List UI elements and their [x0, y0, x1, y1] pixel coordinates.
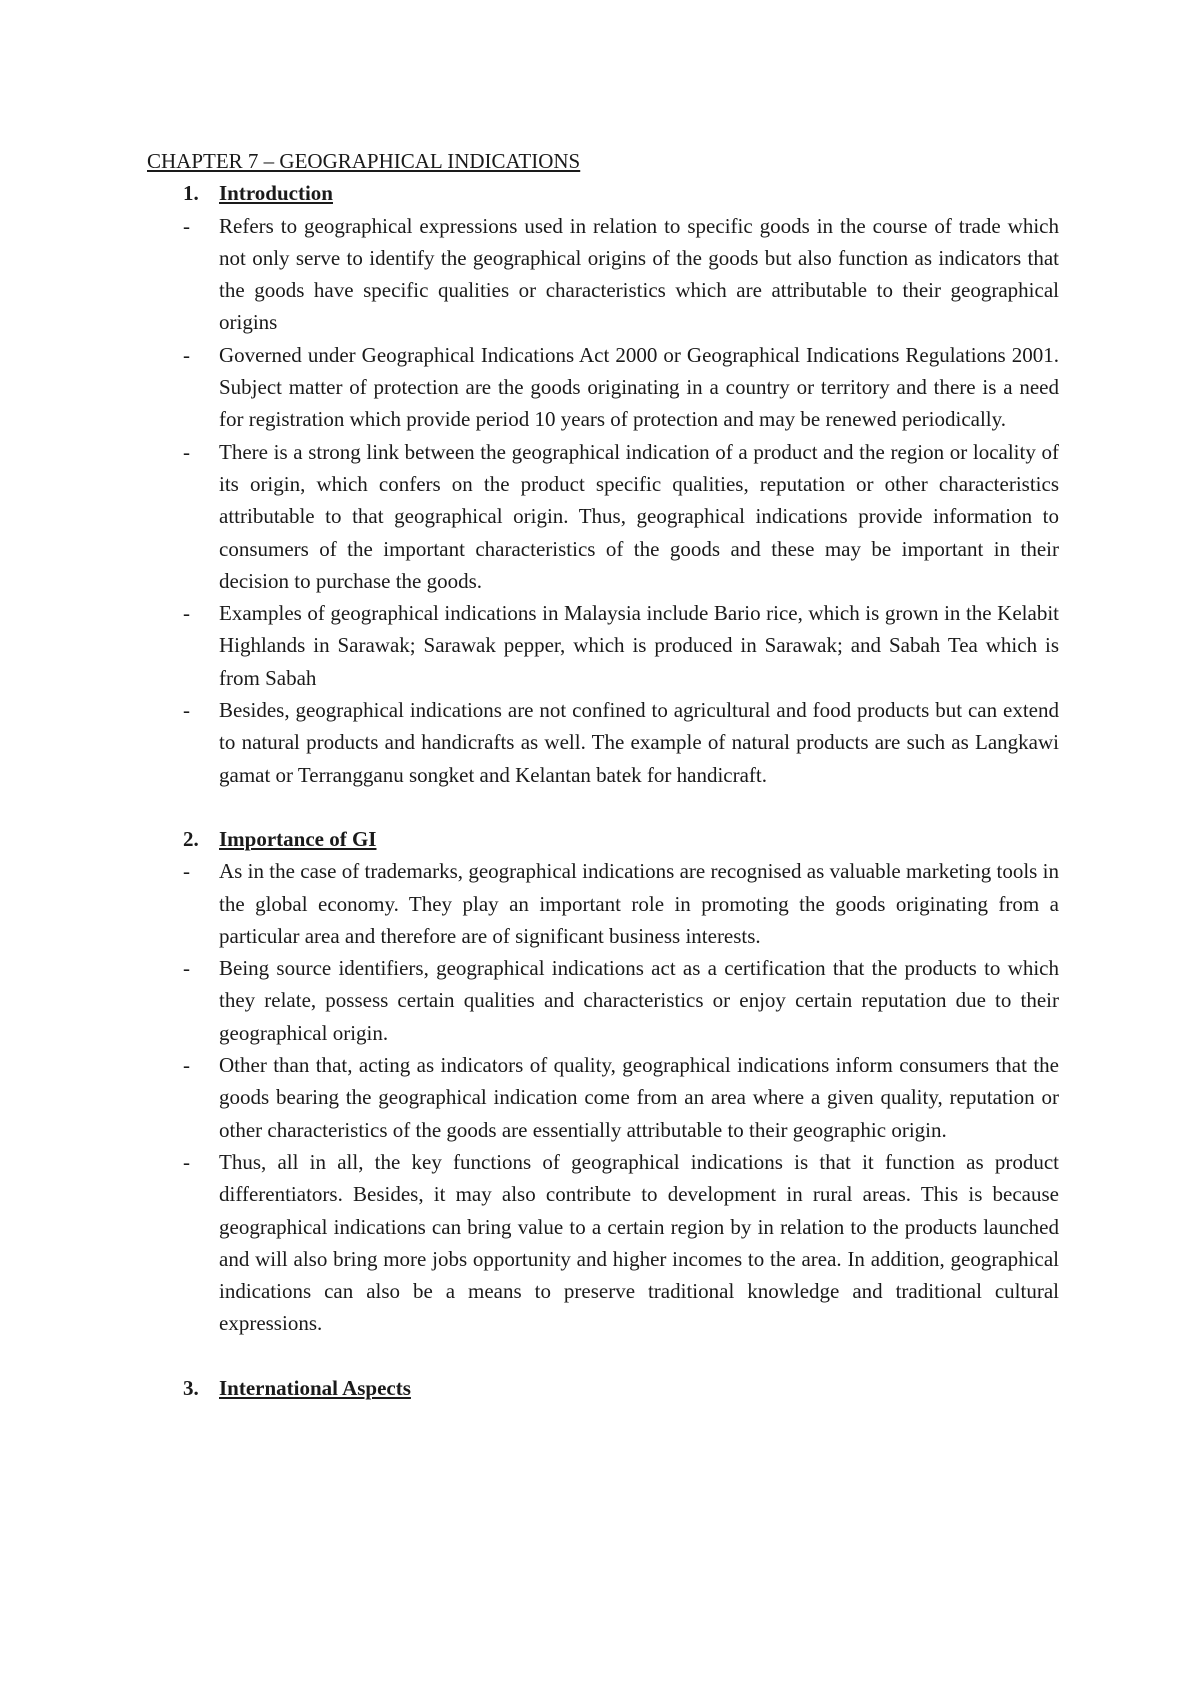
bullet-dash: -	[183, 698, 190, 723]
bullet-dash: -	[183, 342, 190, 367]
bullet-text: Other than that, acting as indicators of quality, geographical indications inform consumers that the goods bearing the geographical indication come from an area where a given quality, reputation or other characteristics of the goods are essentially attributable to their geographic origin.	[219, 1053, 1059, 1142]
section-number: 1.	[183, 181, 199, 206]
bullet-dash: -	[183, 601, 190, 626]
bullet-dash: -	[183, 1053, 190, 1078]
bullet-dash: -	[183, 439, 190, 464]
list-item	[147, 597, 1059, 694]
bullet-text: Being source identifiers, geographical indications act as a certification that the products to which they relate, possess certain qualities and characteristics or enjoy certain reputation due to their geographical origin.	[219, 956, 1059, 1045]
bullet-text: Refers to geographical expressions used in relation to specific goods in the course of trade which not only serve to identify the geographical origins of the goods but also function as indicators that the goods have specific qualities or characteristics which are attributable to their geographical origins	[219, 213, 1059, 335]
section-title: Importance of GI	[219, 826, 377, 851]
bullet-dash: -	[183, 956, 190, 981]
section-title: Introduction	[219, 181, 333, 206]
bullet-text: Thus, all in all, the key functions of geographical indications is that it function as product differentiators. Besides, it may also contribute to development in rural areas. This is because geographical indications can bring value to a certain region by in relation to the products launched and will also bring more jobs opportunity and higher incomes to the area. In addition, geographical indications can also be a means to preserve traditional knowledge and traditional cultural expressions.	[219, 1149, 1059, 1336]
bullet-list	[147, 210, 1059, 791]
bullet-text: There is a strong link between the geographical indication of a product and the region or locality of its origin, which confers on the product specific qualities, reputation or other characteristics attributable to that geographical origin. Thus, geographical indications provide information to consumers of the important characteristics of the goods and these may be important in their decision to purchase the goods.	[219, 439, 1059, 593]
list-item	[147, 436, 1059, 597]
list-item	[147, 855, 1059, 952]
bullet-text: Besides, geographical indications are not confined to agricultural and food products but can extend to natural products and handicrafts as well. The example of natural products are such as Langkawi gamat or Terrangganu songket and Kelantan batek for handicraft.	[219, 698, 1059, 787]
bullet-dash: -	[183, 213, 190, 238]
list-item	[147, 1146, 1059, 1340]
list-item	[147, 339, 1059, 436]
chapter-title: CHAPTER 7 – GEOGRAPHICAL INDICATIONS	[147, 149, 581, 173]
document-page	[147, 145, 1059, 1404]
bullet-text: Examples of geographical indications in Malaysia include Bario rice, which is grown in the Kelabit Highlands in Sarawak; Sarawak pepper, which is produced in Sarawak; and Sabah Tea which is from Sabah	[219, 601, 1059, 690]
list-item	[147, 1049, 1059, 1146]
section-heading	[147, 823, 1059, 855]
section-heading	[147, 1372, 1059, 1404]
list-item	[147, 952, 1059, 1049]
bullet-list	[147, 855, 1059, 1339]
list-item	[147, 694, 1059, 791]
section-heading	[147, 177, 1059, 209]
bullet-text: As in the case of trademarks, geographical indications are recognised as valuable marketing tools in the global economy. They play an important role in promoting the goods originating from a particular area and therefore are of significant business interests.	[219, 859, 1059, 948]
section-title: International Aspects	[219, 1375, 411, 1400]
section-number: 2.	[183, 826, 199, 851]
section-international-aspects	[147, 1372, 1059, 1404]
section-number: 3.	[183, 1375, 199, 1400]
bullet-dash: -	[183, 859, 190, 884]
list-item	[147, 210, 1059, 339]
section-importance-of-gi	[147, 823, 1059, 1340]
section-introduction	[147, 177, 1059, 791]
bullet-text: Governed under Geographical Indications Act 2000 or Geographical Indications Regulations 2001. Subject matter of protection are the goods originating in a country or territory and there is a need for registration which provide period 10 years of protection and may be renewed periodically.	[219, 342, 1059, 432]
bullet-dash: -	[183, 1149, 190, 1174]
